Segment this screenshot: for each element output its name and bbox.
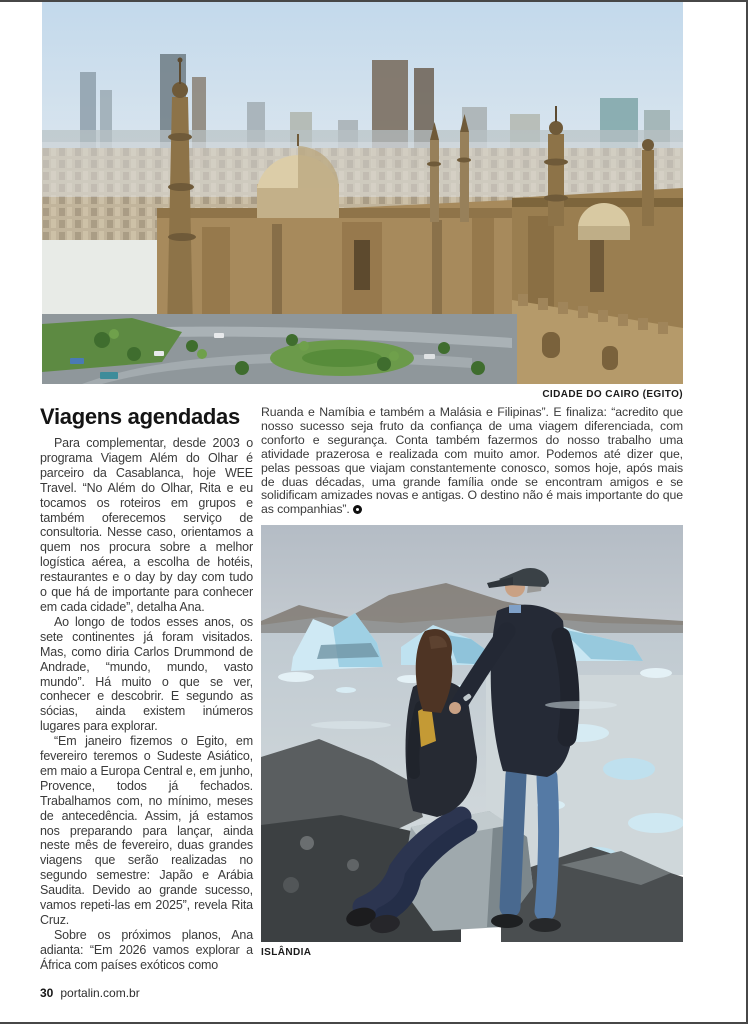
cairo-photo-figure [42,2,683,400]
cairo-foreground [42,314,517,384]
article-paragraph [261,406,683,517]
end-of-article-icon [353,505,362,514]
iceland-photo [261,525,683,942]
left-column [40,406,253,973]
article-paragraph: Sobre os próximos planos, Ana adianta: “Em 2026 vamos explorar a África com países exóticos como [40,927,253,972]
site-url: portalin.com.br [60,986,140,1000]
page-edge-top [0,0,748,2]
article-paragraph: Ao longo de todos esses anos, os sete continentes já foram visitados. Mas, como diria Carlos Drummond de Andrade, “mundo, mundo, vasto mundo”. Há muito o que se ver, conhecer e descobrir. E segundo as sócias, ainda existem inúmeros lugares para explorar. [40,614,253,734]
page-number: 30 [40,986,54,1000]
article-paragraph: Para complementar, desde 2003 o programa Viagem Além do Olhar é parceiro da Casablanca, hoje WEE Travel. “No Além do Olhar, Rita e eu tocamos os roteiros em grupos e também oferecemos serviço de consultoria. Nesse caso, orientamos a quem nos procura sobre a melhor logística aérea, a escolha de hotéis, restaurantes e o day by day com tudo o que há de importante para conhecer em cada cidade”, detalha Ana. [40,436,253,614]
iceland-photo-figure [261,525,683,958]
article-heading: Viagens agendadas [40,404,240,429]
article-paragraph: “Em janeiro fizemos o Egito, em fevereiro teremos o Sudeste Asiático, em maio a Europa Central e, em junho, Provence, todos já fechados. Trabalhamos com, no mínimo, meses de antecedência. Assim, já estamos nos preparando para lançar, ainda neste mês de fevereiro, duas grandes viagens que serão realizadas no segundo semestre: Japão e Arábia Saudita. Devido ao grande sucesso, vamos repeti-las em 2025”, revela Rita Cruz. [40,734,253,927]
right-column [261,406,683,958]
iceland-photo-caption: ISLÂNDIA [261,947,312,959]
article-paragraph-text: Ruanda e Namíbia e também a Malásia e Filipinas”. E finaliza: “acredito que nosso sucesso seja fruto da confiança de uma viagem diferenciada, com conforto e segurança. Conta também fazermos do nosso trabalho uma atividade prazerosa e realizada com muito amor. Podemos até dizer que, pelas pessoas que viajam constantemente conosco, somos hoje, após mais de duas décadas, uma grande família onde se encontram amigos e se solidificam amizades novas e antigas. O destino não é mais importante do que as companhias”. [261,405,683,517]
page-footer [40,986,140,1000]
cairo-photo-caption: CIDADE DO CAIRO (EGITO) [542,389,683,400]
article-columns [40,406,683,973]
cairo-photo [42,2,683,384]
